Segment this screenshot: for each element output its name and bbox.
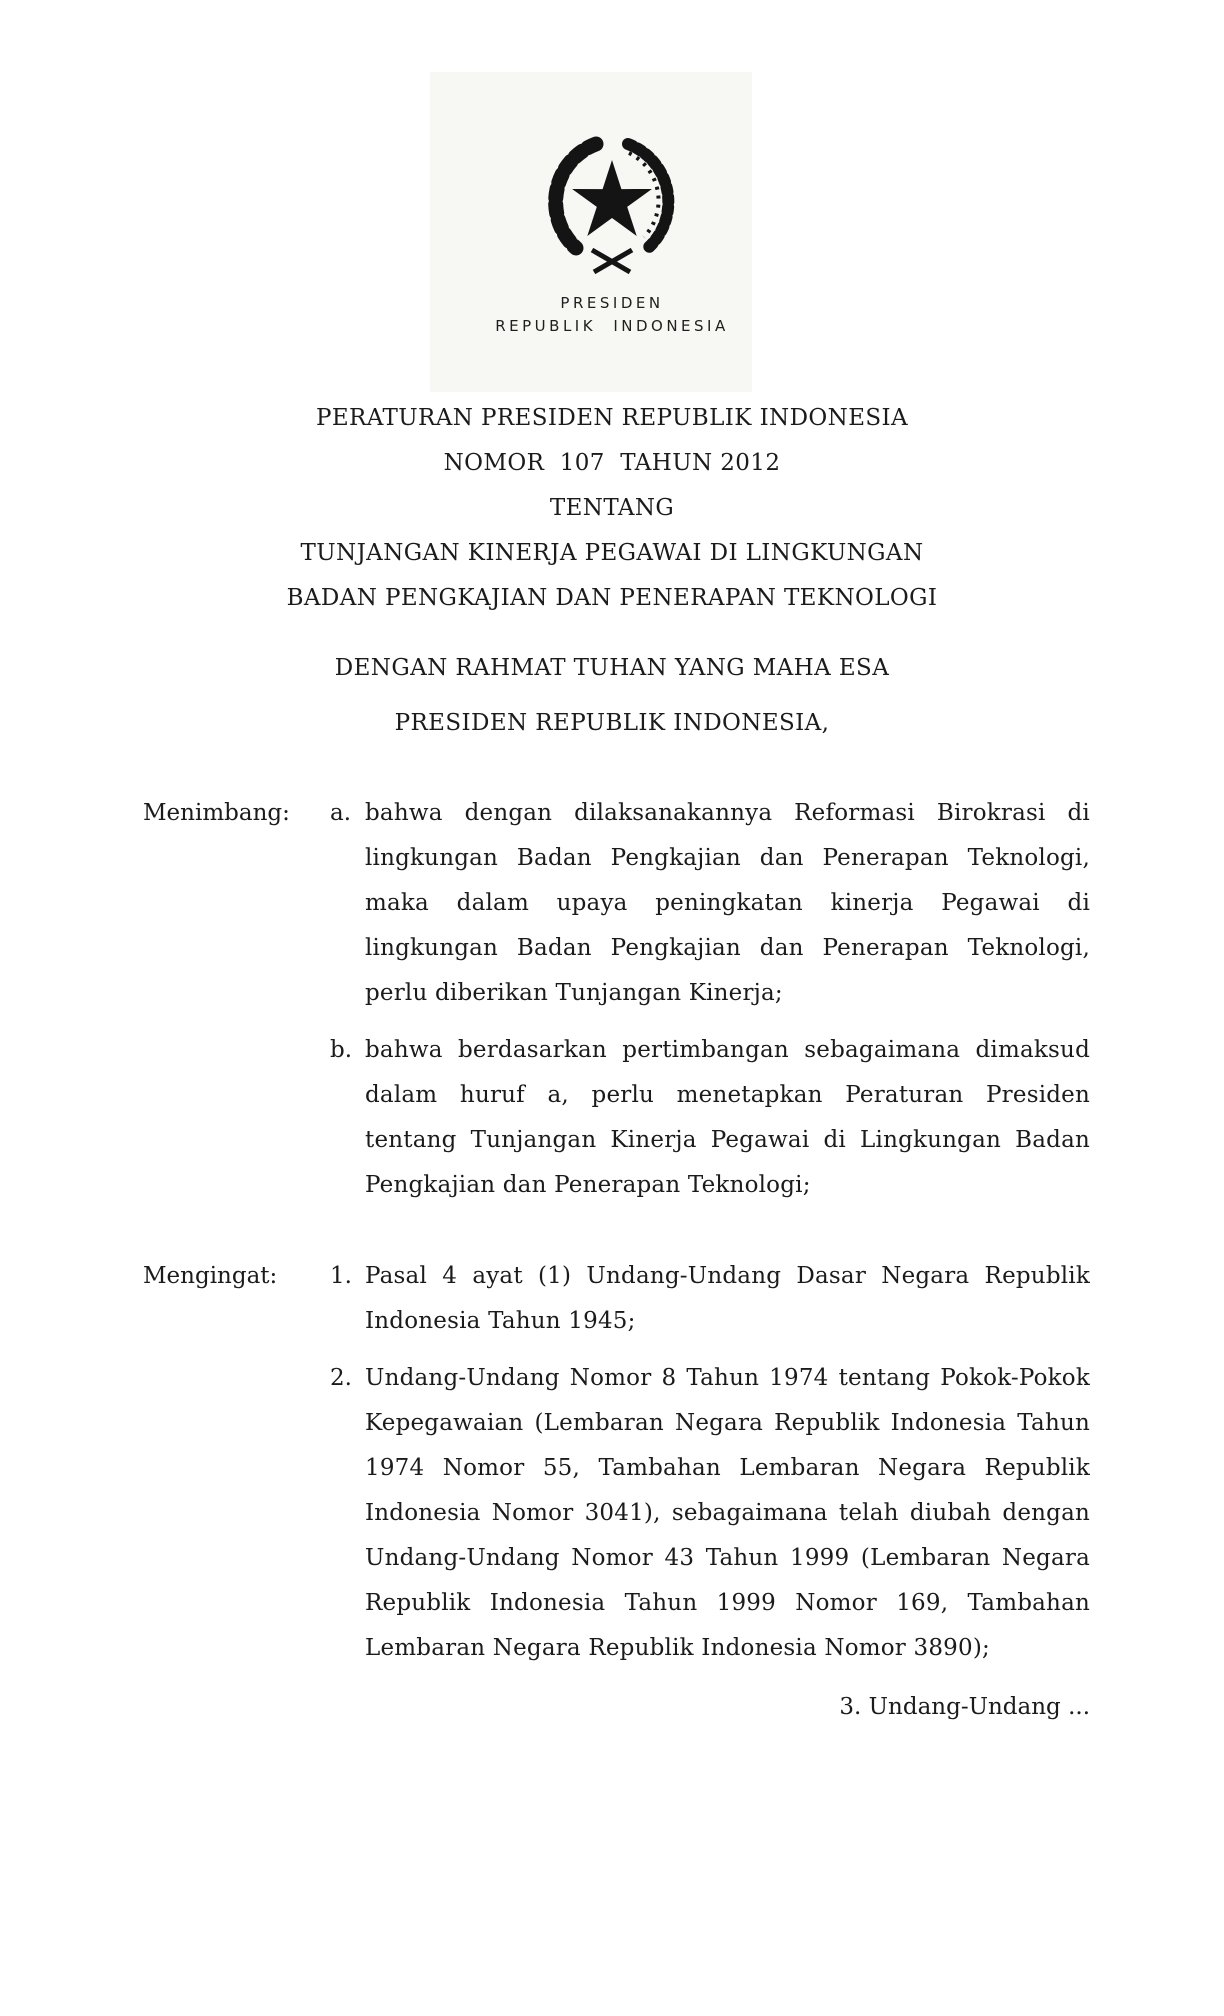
title-block xyxy=(0,396,1224,746)
document-body xyxy=(143,791,1090,1671)
section-menimbang-item-a xyxy=(143,791,1090,1016)
body-line: lingkungan Badan Pengkajian dan Penerapan Teknologi, xyxy=(365,845,1090,871)
list-marker: a. xyxy=(330,800,352,826)
body-line: Republik Indonesia Tahun 1999 Nomor 169, Tambahan xyxy=(365,1590,1090,1616)
letterhead-presiden: PRESIDEN xyxy=(560,294,664,312)
body-line: Pengkajian dan Penerapan Teknologi; xyxy=(365,1172,811,1198)
body-line: Indonesia Tahun 1945; xyxy=(365,1308,636,1334)
body-line: Lembaran Negara Republik Indonesia Nomor 3890); xyxy=(365,1635,990,1661)
section-mengingat-item-1 xyxy=(143,1254,1090,1344)
body-line: Undang-Undang Nomor 43 Tahun 1999 (Lembaran Negara xyxy=(365,1545,1090,1571)
body-line: Undang-Undang Nomor 8 Tahun 1974 tentang Pokok-Pokok xyxy=(365,1365,1090,1391)
body-line: lingkungan Badan Pengkajian dan Penerapan Teknologi, xyxy=(365,935,1090,961)
list-item-text xyxy=(365,791,1090,1016)
body-line: bahwa berdasarkan pertimbangan sebagaimana dimaksud xyxy=(365,1037,1090,1063)
body-line: Kepegawaian (Lembaran Negara Republik Indonesia Tahun xyxy=(365,1410,1090,1436)
body-line: 1974 Nomor 55, Tambahan Lembaran Negara Republik xyxy=(365,1455,1090,1481)
title-line-subject-2: BADAN PENGKAJIAN DAN PENERAPAN TEKNOLOGI xyxy=(286,585,938,611)
invocation-line: DENGAN RAHMAT TUHAN YANG MAHA ESA xyxy=(334,655,890,681)
list-marker: b. xyxy=(330,1037,353,1063)
list-item-text xyxy=(365,1356,1090,1671)
body-line: tentang Tunjangan Kinerja Pegawai di Lingkungan Badan xyxy=(365,1127,1090,1153)
section-mengingat-item-2 xyxy=(143,1356,1090,1671)
body-line: perlu diberikan Tunjangan Kinerja; xyxy=(365,980,783,1006)
title-line-subject-1: TUNJANGAN KINERJA PEGAWAI DI LINGKUNGAN xyxy=(300,540,924,566)
menimbang-label: Menimbang: xyxy=(143,800,290,826)
section-menimbang-item-b xyxy=(143,1028,1090,1208)
body-line: bahwa dengan dilaksanakannya Reformasi Birokrasi di xyxy=(365,800,1090,826)
mengingat-label: Mengingat: xyxy=(143,1263,278,1289)
list-marker: 1. xyxy=(330,1263,352,1289)
presidential-seal-icon xyxy=(512,136,712,284)
body-line: Pasal 4 ayat (1) Undang-Undang Dasar Negara Republik xyxy=(365,1263,1090,1289)
list-marker: 2. xyxy=(330,1365,352,1391)
catchword-next-page: 3. Undang-Undang ... xyxy=(839,1694,1090,1720)
letterhead xyxy=(0,0,1224,336)
authority-line: PRESIDEN REPUBLIK INDONESIA, xyxy=(394,710,830,736)
letterhead-republik-indonesia: REPUBLIK INDONESIA xyxy=(495,317,729,335)
body-line: Indonesia Nomor 3041), sebagaimana telah diubah dengan xyxy=(365,1500,1090,1526)
title-line-tentang: TENTANG xyxy=(549,495,675,521)
title-line-nomor: NOMOR 107 TAHUN 2012 xyxy=(443,450,781,476)
title-line-peraturan: PERATURAN PRESIDEN REPUBLIK INDONESIA xyxy=(315,405,909,431)
list-item-text xyxy=(365,1028,1090,1208)
list-item-text xyxy=(365,1254,1090,1344)
body-line: dalam huruf a, perlu menetapkan Peraturan Presiden xyxy=(365,1082,1090,1108)
body-line: maka dalam upaya peningkatan kinerja Pegawai di xyxy=(365,890,1090,916)
